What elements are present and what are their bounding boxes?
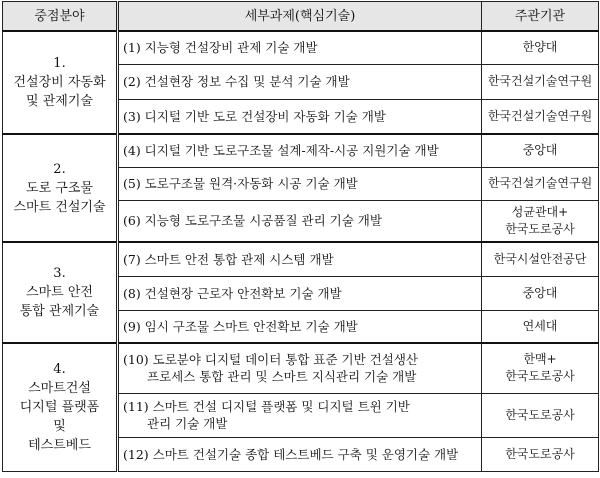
- header-focus-area: 중점분야: [3, 2, 118, 32]
- table-row: [3, 242, 599, 276]
- header-row: [3, 2, 599, 32]
- task-cell: (7) 스마트 안전 통합 관제 시스템 개발: [118, 242, 482, 276]
- org-cell: 한국건설기술연구원: [482, 64, 599, 99]
- task-cell: (2) 건설현장 정보 수집 및 분석 기술 개발: [118, 64, 482, 99]
- task-cell: (12) 스마트 건설기술 종합 테스트베드 구축 및 운영기술 개발: [118, 437, 482, 471]
- org-cell: 한국도로공사: [482, 437, 599, 471]
- header-task: 세부과제(핵심기술): [118, 2, 482, 32]
- task-cell: (6) 지능형 도로구조물 시공품질 관리 기술 개발: [118, 200, 482, 242]
- task-cell: (9) 임시 구조물 스마트 안전확보 기술 개발: [118, 310, 482, 343]
- table-row: [3, 343, 599, 393]
- org-cell: 중앙대: [482, 276, 599, 310]
- task-cell: (4) 디지털 기반 도로구조물 설계-제작-시공 지원기술 개발: [118, 134, 482, 167]
- org-cell: 성균관대+ 한국도로공사: [482, 200, 599, 242]
- task-cell: (1) 지능형 건설장비 관제 기술 개발: [118, 31, 482, 64]
- task-cell: (10) 도로분야 디지털 데이터 통합 표준 기반 건설생산 프로세스 통합 관리 및 스마트 지식관리 기술 개발: [118, 343, 482, 393]
- org-cell: 연세대: [482, 310, 599, 343]
- org-cell: 한양대: [482, 31, 599, 64]
- org-cell: 한국건설기술연구원: [482, 99, 599, 134]
- task-cell: (8) 건설현장 근로자 안전확보 기술 개발: [118, 276, 482, 310]
- org-cell: 한맥+ 한국도로공사: [482, 343, 599, 393]
- focus-area-2: 2. 도로 구조물 스마트 건설기술: [3, 134, 118, 242]
- focus-area-3: 3. 스마트 안전 통합 관제기술: [3, 242, 118, 343]
- org-cell: 중앙대: [482, 134, 599, 167]
- task-cell: (3) 디지털 기반 도로 건설장비 자동화 기술 개발: [118, 99, 482, 134]
- table-row: [3, 31, 599, 64]
- table-row: [3, 134, 599, 167]
- focus-area-4: 4. 스마트건설 디지털 플랫폼 및 테스트베드: [3, 343, 118, 471]
- task-cell: (5) 도로구조물 원격·자동화 시공 기술 개발: [118, 167, 482, 200]
- header-organization: 주관기관: [482, 2, 599, 32]
- org-cell: 한국도로공사: [482, 393, 599, 437]
- project-table: [2, 1, 599, 472]
- org-cell: 한국건설기술연구원: [482, 167, 599, 200]
- task-cell: (11) 스마트 건설 디지털 플랫폼 및 디지털 트윈 기반 관리 기술 개발: [118, 393, 482, 437]
- focus-area-1: 1. 건설장비 자동화 및 관제기술: [3, 31, 118, 134]
- org-cell: 한국시설안전공단: [482, 242, 599, 276]
